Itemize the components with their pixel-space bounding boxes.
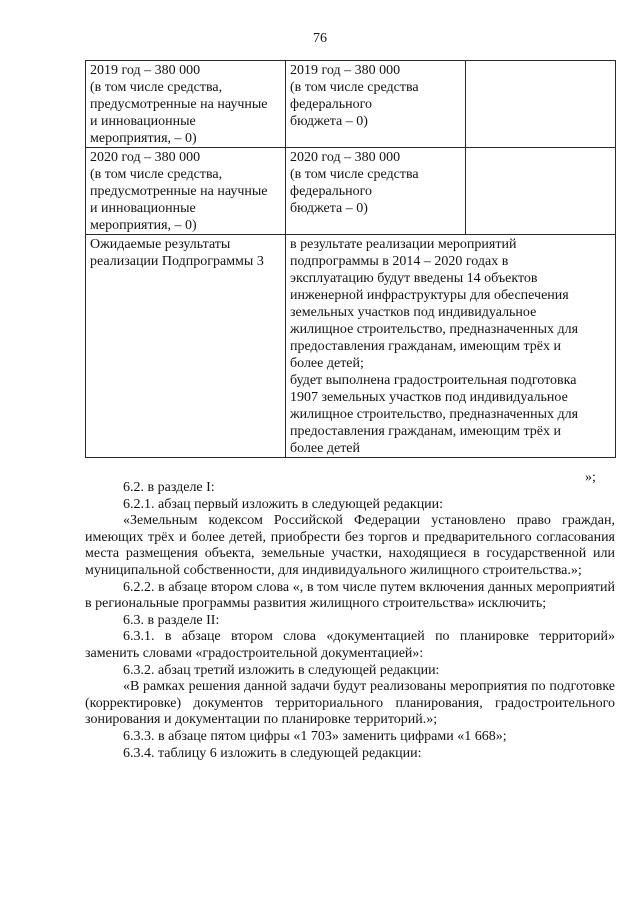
cell-line: предоставления гражданам, имеющим трёх и bbox=[290, 339, 561, 354]
cell-line: 1907 земельных участков под индивидуальное bbox=[290, 390, 568, 405]
paragraph: 6.3.3. в абзаце пятом цифры «1 703» заменить цифрами «1 668»; bbox=[123, 728, 507, 744]
closing-quote: »; bbox=[585, 470, 596, 485]
cell-line: 2019 год – 380 000 bbox=[290, 63, 401, 78]
cell-line: реализации Подпрограммы 3 bbox=[90, 254, 264, 269]
cell-line: предусмотренные на научные bbox=[90, 184, 268, 199]
program-table bbox=[85, 60, 616, 458]
table-cell bbox=[86, 148, 286, 235]
paragraph: 6.2. в разделе I: bbox=[123, 480, 215, 495]
paragraph: «В рамках решения данной задачи будут реализованы мероприятия по подготовке (корректировке) документов территориального планирования, градостроительного зонирования и документации по планировке территорий.»; bbox=[85, 679, 615, 728]
cell-line: 2020 год – 380 000 bbox=[90, 150, 201, 165]
cell-line: подпрограммы в 2014 – 2020 годах в bbox=[290, 254, 509, 269]
table-cell bbox=[86, 61, 286, 148]
cell-line: (в том числе средства bbox=[290, 167, 419, 182]
cell-line: федерального bbox=[290, 97, 373, 112]
cell-line: предусмотренные на научные bbox=[90, 97, 268, 112]
table-cell bbox=[466, 148, 616, 235]
cell-line: (в том числе средства, bbox=[90, 80, 223, 95]
cell-line: мероприятия, – 0) bbox=[90, 131, 197, 146]
cell-line: и инновационные bbox=[90, 114, 196, 129]
paragraph: 6.3.1. в абзаце втором слова «документацией по планировке территорий» заменить словами «градостроительной документацией»: bbox=[85, 629, 615, 661]
paragraph: 6.3.4. таблицу 6 изложить в следующей редакции: bbox=[123, 745, 422, 761]
table-row bbox=[86, 235, 616, 458]
cell-line: земельных участков под индивидуальное bbox=[290, 305, 537, 320]
cell-line: федерального bbox=[290, 184, 373, 199]
cell-line: мероприятия, – 0) bbox=[90, 218, 197, 233]
cell-line: и инновационные bbox=[90, 201, 196, 216]
cell-line: 2019 год – 380 000 bbox=[90, 63, 201, 78]
cell-line: бюджета – 0) bbox=[290, 201, 368, 216]
cell-line: (в том числе средства, bbox=[90, 167, 223, 182]
cell-line: 2020 год – 380 000 bbox=[290, 150, 401, 165]
cell-line: инженерной инфраструктуры для обеспечения bbox=[290, 288, 569, 303]
cell-line: более детей; bbox=[290, 356, 364, 371]
cell-line: бюджета – 0) bbox=[290, 114, 368, 129]
table-cell bbox=[286, 235, 616, 458]
amendment-text bbox=[85, 480, 615, 762]
paragraph: 6.3. в разделе II: bbox=[123, 612, 220, 628]
cell-line: жилищное строительство, предназначенных для bbox=[290, 322, 579, 337]
paragraph: 6.3.2. абзац третий изложить в следующей редакции: bbox=[123, 662, 440, 678]
paragraph: 6.2.1. абзац первый изложить в следующей редакции: bbox=[123, 496, 444, 512]
cell-line: жилищное строительство, предназначенных для bbox=[290, 407, 579, 422]
table-cell bbox=[466, 61, 616, 148]
cell-line: в результате реализации мероприятий bbox=[290, 237, 517, 252]
cell-line: эксплуатацию будут введены 14 объектов bbox=[290, 271, 538, 286]
page-number: 76 bbox=[313, 31, 327, 46]
cell-line: (в том числе средства bbox=[290, 80, 419, 95]
cell-line: Ожидаемые результаты bbox=[90, 237, 231, 252]
paragraph: «Земельным кодексом Российской Федерации установлено право граждан, имеющих трёх и более детей, приобрести без торгов и предварительного согласования места размещения объекта, земельные участки, находящиеся в государственной или муниципальной собственности, для индивидуального жилищного строительства.»; bbox=[85, 513, 615, 578]
table-row bbox=[86, 148, 616, 235]
paragraph: 6.2.2. в абзаце втором слова «, в том числе путем включения данных мероприятий в региональные программы развития жилищного строительства» исключить; bbox=[85, 579, 615, 612]
table-cell bbox=[286, 148, 466, 235]
cell-line: более детей bbox=[290, 441, 361, 456]
table-row bbox=[86, 61, 616, 148]
table-cell bbox=[86, 235, 286, 458]
cell-line: будет выполнена градостроительная подготовка bbox=[290, 373, 577, 388]
cell-line: предоставления гражданам, имеющим трёх и bbox=[290, 424, 561, 439]
table-cell bbox=[286, 61, 466, 148]
